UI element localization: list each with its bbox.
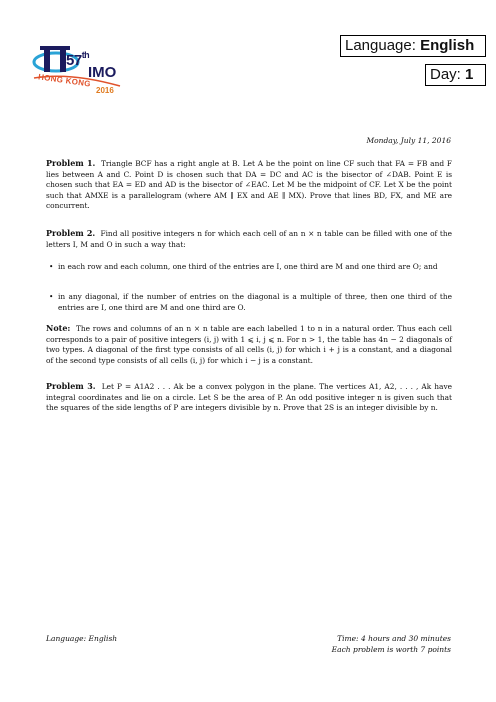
language-box [340, 35, 486, 57]
day-box [425, 64, 486, 86]
problem-3-text: Let P = A1A2 . . . Ak be a convex polygon in the plane. The vertices A1, A2, . . . , Ak have integral coordinates and lie on a circle. Let S be the area of P. An odd positive integer n is given such that the squares of the side lengths of P are integers divisible by n. Prove that 2S is an integer divisible by n. [46, 382, 453, 413]
problem-2-bullet-1: • in each row and each column, one third of the entries are I, one third are M and one third are O; and [58, 262, 452, 273]
problem-2-title: Problem 2. [46, 228, 96, 238]
imo-logo [30, 42, 134, 104]
logo-edition: 57th [66, 50, 90, 69]
problem-1 [46, 158, 452, 212]
problem-1-text: Triangle BCF has a right angle at B. Let A be the point on line CF such that FA = FB and F lies between A and C. Point D is chosen such that DA = DC and AC is the bisector of ∠DAB. Point E is chosen such that EA = ED and AD is the bisector of ∠EAC. Let M be the midpoint of CF. Let X be the point such that AMXE is a parallelogram (where AM ∥ EX and AE ∥ MX). Prove that lines BD, FX, and ME are concurrent. [46, 159, 452, 211]
problem-2-text: Find all positive integers n for which each cell of an n × n table can be filled with one of the letters I, M and O in such a way that: [46, 229, 453, 249]
note-title: Note: [46, 323, 71, 333]
language-value: English [420, 37, 475, 54]
problem-3-title: Problem 3. [46, 381, 96, 391]
logo-year: 2016 [96, 86, 114, 95]
problem-2-bullet-2: • in any diagonal, if the number of entries on the diagonal is a multiple of three, then one third of the entries are I, one third are M and one third are O. [58, 292, 452, 313]
problem-1-title: Problem 1. [46, 158, 96, 168]
note-text: The rows and columns of an n × n table are each labelled 1 to n in a natural order. Thus each cell corresponds to a pair of positive integers (i, j) with 1 ⩽ i, j ⩽ n. For n > 1, the table has 4n − 2 diagonals of two types. A diagonal of the first type consists of all cells (i, j) for which i + j is a constant, and a diagonal of the second type consists of all cells (i, j) for which i − j is a constant. [46, 324, 452, 365]
logo-name: IMO [88, 64, 117, 81]
footer-time-info [332, 634, 451, 655]
logo-city: HONG KONG [37, 72, 92, 89]
language-label: Language: [345, 37, 416, 54]
problem-3 [46, 381, 452, 414]
footer-time: Time: 4 hours and 30 minutes [337, 634, 451, 643]
exam-date: Monday, July 11, 2016 [366, 136, 451, 145]
footer-points: Each problem is worth 7 points [331, 644, 451, 654]
problem-2-note [46, 323, 452, 366]
day-label: Day: [430, 66, 461, 83]
day-value: 1 [465, 66, 474, 83]
problem-2 [46, 228, 452, 250]
footer-language: Language: English [46, 634, 118, 643]
